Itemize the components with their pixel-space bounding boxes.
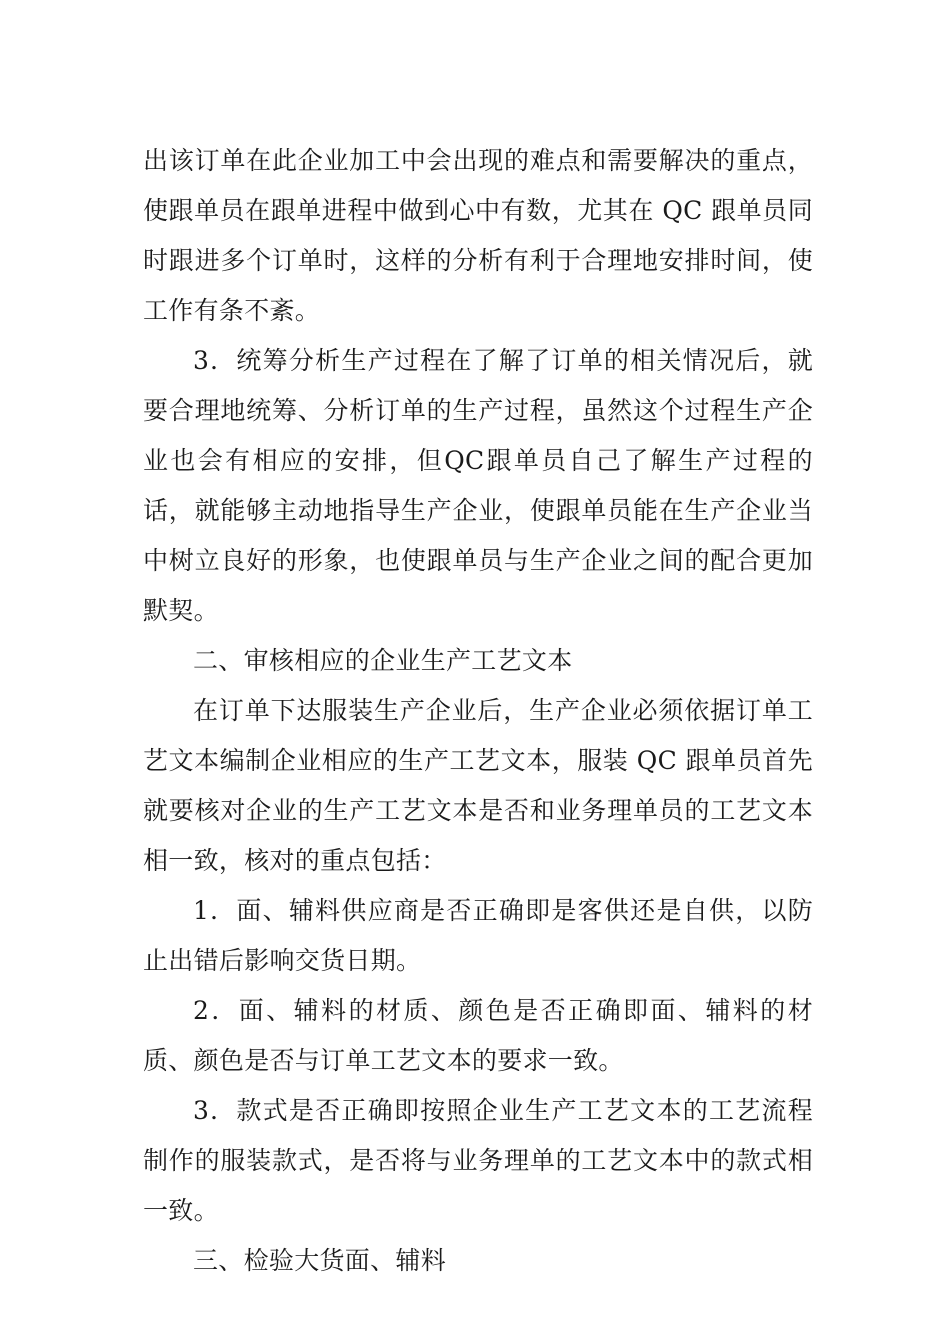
paragraph-item-2-materials: 2．面、辅料的材质、颜色是否正确即面、辅料的材质、颜色是否与订单工艺文本的要求一致。 <box>143 996 813 1075</box>
paragraph-item-1-suppliers: 1．面、辅料供应商是否正确即是客供还是自供，以防止出错后影响交货日期。 <box>143 896 813 975</box>
paragraph-item-3-production-planning: 3．统筹分析生产过程在了解了订单的相关情况后，就要合理地统筹、分析订单的生产过程，虽然这个过程生产企业也会有相应的安排，但QC跟单员自己了解生产过程的话，就能够主动地指导生产企业，使跟单员能在生产企业当中树立良好的形象，也使跟单员与生产企业之间的配合更加默契。 <box>143 346 813 625</box>
paragraph-review-intro: 在订单下达服装生产企业后，生产企业必须依据订单工艺文本编制企业相应的生产工艺文本，服装 QC 跟单员首先就要核对企业的生产工艺文本是否和业务理单员的工艺文本相一致，核对的重点包括： <box>143 696 813 875</box>
paragraph-item-3-style: 3．款式是否正确即按照企业生产工艺文本的工艺流程制作的服装款式，是否将与业务理单的工艺文本中的款式相一致。 <box>143 1096 813 1225</box>
section-heading-3: 三、检验大货面、辅料 <box>193 1246 447 1275</box>
document-body <box>143 136 813 1286</box>
paragraph-order-analysis-continuation: 出该订单在此企业加工中会出现的难点和需要解决的重点，使跟单员在跟单进程中做到心中有数，尤其在 QC 跟单员同时跟进多个订单时，这样的分析有利于合理地安排时间，使工作有条不紊。 <box>143 146 813 325</box>
section-heading-2: 二、审核相应的企业生产工艺文本 <box>193 646 573 675</box>
